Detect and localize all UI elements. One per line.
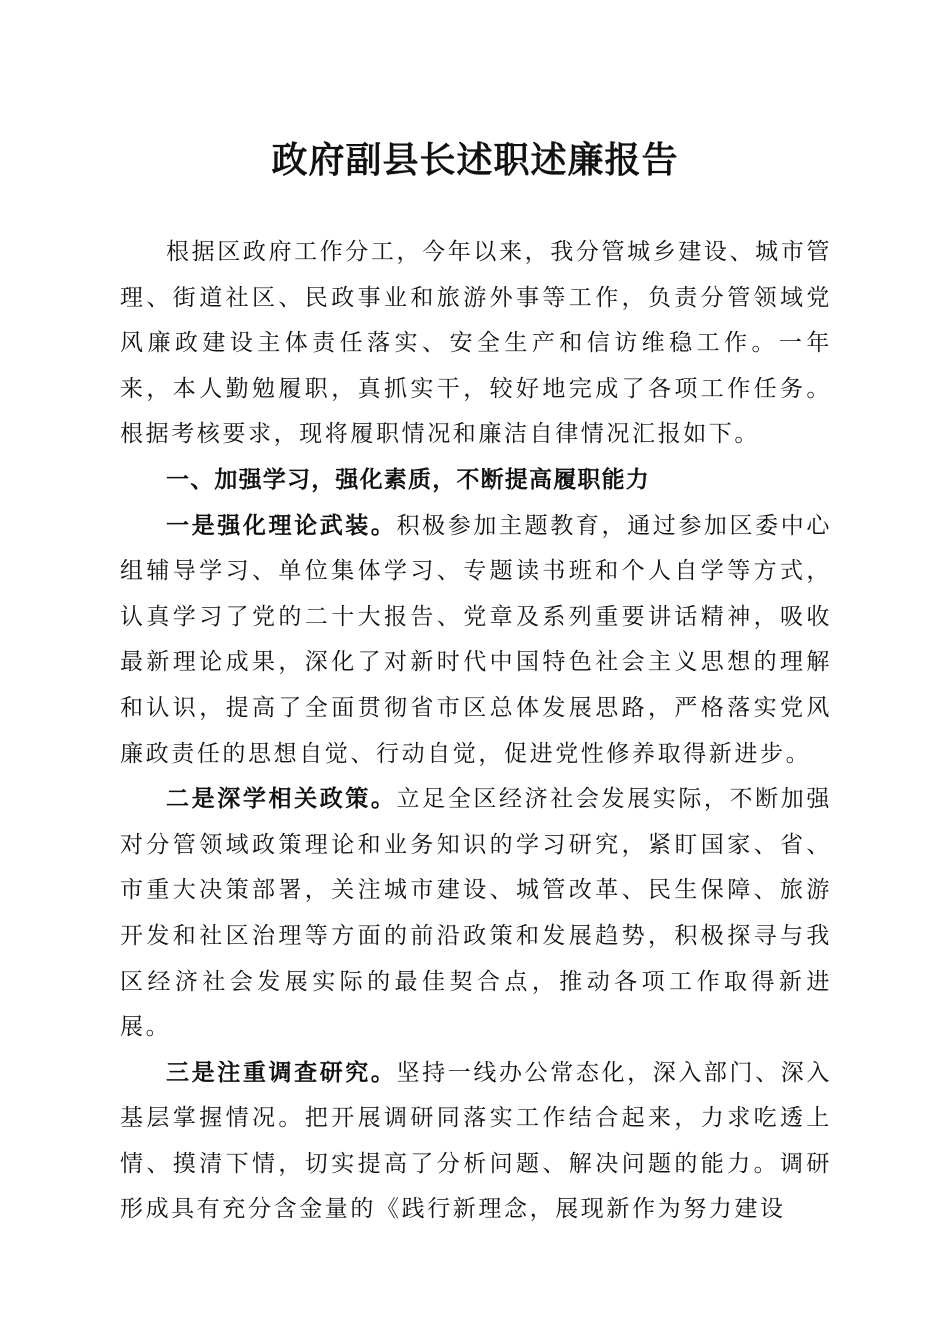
section1-item-1 (120, 504, 832, 778)
section1-item-3-text: 坚持一线办公常态化，深入部门、深入基层掌握情况。把开展调研同落实工作结合起来，力求吃透上情、摸清下情，切实提高了分析问题、解决问题的能力。调研形成具有充分含金量的《践行新理念，展现新作为努力建设 (120, 1059, 832, 1223)
section1-item-1-text: 积极参加主题教育，通过参加区委中心组辅导学习、单位集体学习、专题读书班和个人自学等方式，认真学习了党的二十大报告、党章及系列重要讲话精神，吸收最新理论成果，深化了对新时代中国特色社会主义思想的理解和认识，提高了全面贯彻省市区总体发展思路，严格落实党风廉政责任的思想自觉、行动自觉，促进党性修养取得新进步。 (120, 512, 832, 767)
section1-item-2-text: 立足全区经济社会发展实际，不断加强对分管领域政策理论和业务知识的学习研究，紧盯国家、省、市重大决策部署，关注城市建设、城管改革、民生保障、旅游开发和社区治理等方面的前沿政策和发展趋势，积极探寻与我区经济社会发展实际的最佳契合点，推动各项工作取得新进展。 (120, 786, 832, 1041)
intro-paragraph: 根据区政府工作分工，今年以来，我分管城乡建设、城市管理、街道社区、民政事业和旅游外事等工作，负责分管领域党风廉政建设主体责任落实、安全生产和信访维稳工作。一年来，本人勤勉履职，真抓实干，较好地完成了各项工作任务。根据考核要求，现将履职情况和廉洁自律情况汇报如下。 (120, 239, 832, 448)
document-body (120, 230, 832, 1233)
section1-item-3 (120, 1051, 832, 1233)
section-heading-1: 一、加强学习，强化素质，不断提高履职能力 (166, 466, 650, 493)
section1-item-2-lead: 二是深学相关政策。 (166, 786, 397, 813)
section1-item-3-lead: 三是注重调查研究。 (166, 1059, 397, 1086)
section1-item-1-lead: 一是强化理论武装。 (166, 512, 397, 539)
document-title: 政府副县长述职述廉报告 (271, 139, 679, 181)
section1-item-2 (120, 777, 832, 1051)
